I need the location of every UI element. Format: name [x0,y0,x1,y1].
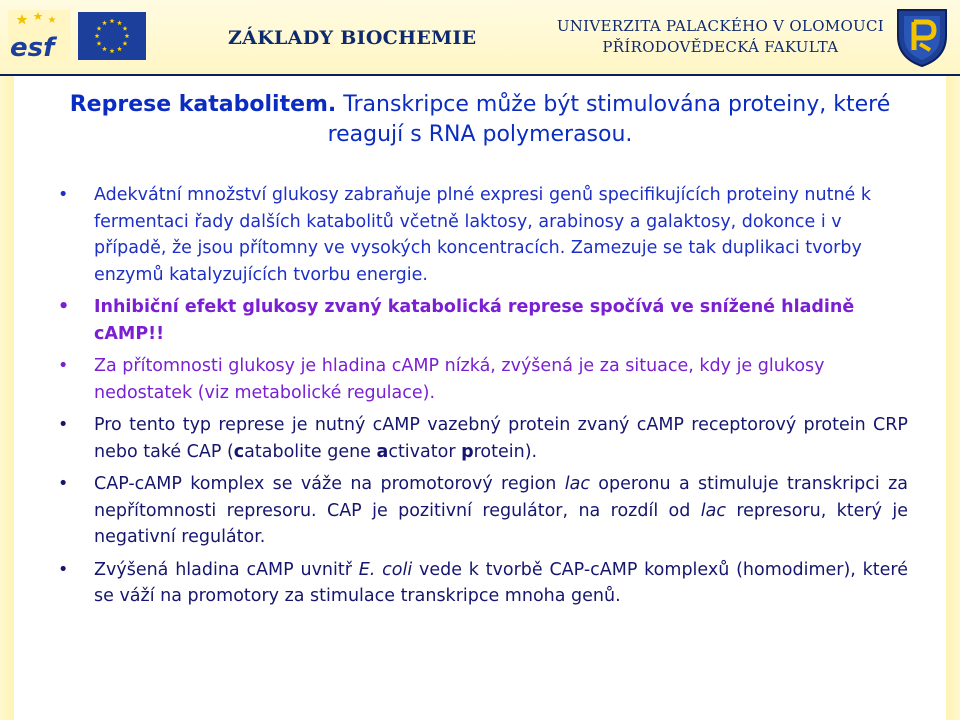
right-frame [946,76,960,720]
bullet-item-ecoli [56,557,908,610]
bullet-item-glucose [56,182,908,288]
university-line-1: UNIVERZITA PALACKÉHO V OLOMOUCI [556,17,884,35]
slide-title-rest: Transkripce může být stimulována proteiny, které reagují s RNA polymerasou. [327,92,891,147]
bullet-marker: • [58,474,69,494]
bullet-text: ctivator [388,441,462,462]
bullet-text: atabolite gene [244,441,377,462]
bullet-text: represoru, který je negativní regulátor. [94,500,908,547]
eu-flag-icon [78,12,146,60]
bullet-item-inhibition [56,294,908,347]
bullet-item-camp-level [56,353,908,406]
bullet-list [56,182,908,616]
bullet-text: vede k tvorbě CAP-cAMP komplexů (homodimer), které se váží na promotory za stimulace transkripce mnoha genů. [94,559,908,606]
header-band [0,0,960,76]
svg-text:esf: esf [10,33,55,62]
bullet-marker: • [58,559,69,580]
bullet-marker: • [58,185,69,205]
left-frame [0,76,14,720]
slide-title [40,90,920,150]
bullet-text: Zvýšená hladina cAMP uvnitř [94,559,359,580]
bullet-bold-p: p [461,441,474,462]
bullet-italic-lac: lac [564,474,590,494]
bullet-italic-ecoli: E. coli [358,559,413,580]
bullet-bold-c: c [233,441,245,462]
bullet-marker: • [58,415,69,435]
bullet-text: Pro tento typ represe je nutný cAMP vazebný protein zvaný cAMP receptorový protein CRP nebo také CAP ( [94,415,908,462]
bullet-item-crp [56,412,908,465]
university-crest-icon [894,6,950,68]
bullet-bold-a: a [376,441,389,462]
esf-logo-icon [8,10,70,62]
bullet-marker: • [58,356,69,376]
course-title: ZÁKLADY BIOCHEMIE [228,27,477,49]
bullet-text: CAP-cAMP komplex se váže na promotorový region [94,474,565,494]
bullet-text: Adekvátní množství glukosy zabraňuje plné expresi genů specifikujících proteiny nutné k fermentaci řady dalších katabolitů včetně laktosy, arabinosy a galaktosy, dokonce i v případě, že jsou přítomny ve vysokých koncentracích. Zamezuje se tak duplikaci tvorby enzymů katalyzujících tvorbu energie. [94,185,871,285]
bullet-text: Inhibiční efekt glukosy zvaný katabolická represe spočívá ve snížené hladině cAMP!! [94,297,855,344]
bullet-item-cap-camp [56,471,908,551]
bullet-italic-lac: lac [700,500,726,521]
bullet-marker: • [58,297,70,317]
university-line-2: PŘÍRODOVĚDECKÁ FAKULTA [602,38,839,56]
bullet-text: rotein). [473,441,538,462]
university-name [557,16,884,58]
header-divider [0,74,960,76]
slide-title-bold: Represe katabolitem. [69,92,337,117]
bullet-text: operonu a stimuluje transkripci za nepřítomnosti represoru. CAP je pozitivní regulátor, na rozdíl od [94,474,908,521]
bullet-text: Za přítomnosti glukosy je hladina cAMP nízká, zvýšená je za situace, kdy je glukosy nedostatek (viz metabolické regulace). [94,356,825,403]
